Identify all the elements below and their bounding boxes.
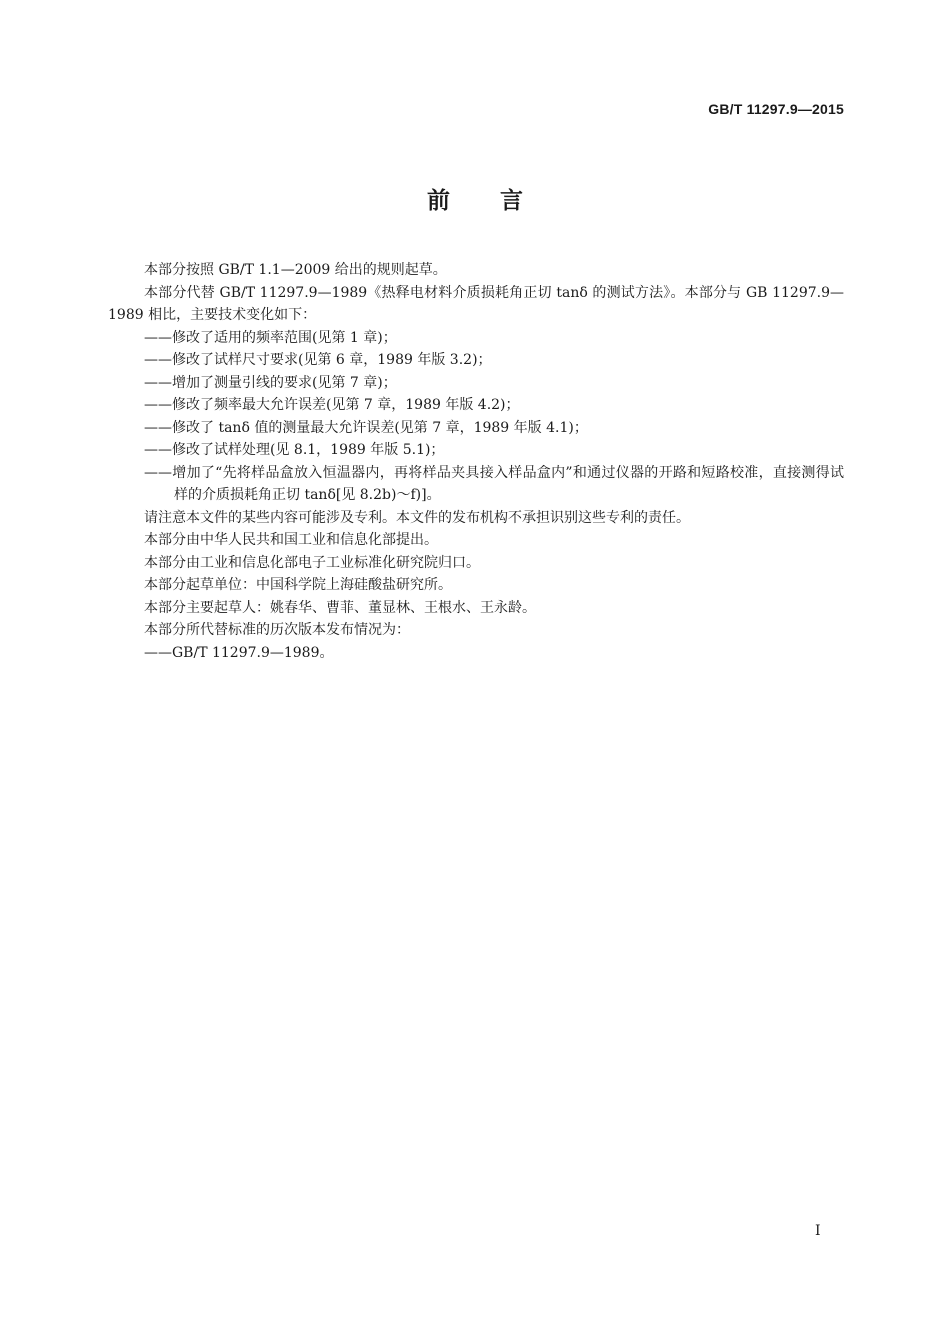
- page-title: 前言: [427, 188, 573, 214]
- paragraph: 本部分由中华人民共和国工业和信息化部提出。: [144, 532, 438, 548]
- list-item: ——修改了适用的频率范围(见第 1 章)；: [144, 329, 397, 346]
- list-item: ——修改了 tanδ 值的测量最大允许误差(见第 7 章，1989 年版 4.1)；: [144, 419, 588, 436]
- list-item: ——GB/T 11297.9—1989。: [144, 644, 334, 661]
- list-item: ——修改了试样尺寸要求(见第 6 章，1989 年版 3.2)；: [144, 352, 492, 368]
- paragraph: 本部分由工业和信息化部电子工业标准化研究院归口。: [144, 554, 480, 571]
- paragraph: 本部分所代替标准的历次版本发布情况为：: [144, 622, 410, 638]
- list-item: ——修改了频率最大允许误差(见第 7 章，1989 年版 4.2)；: [144, 397, 520, 413]
- paragraph: 本部分主要起草人：姚春华、曹菲、董显林、王根水、王永龄。: [144, 599, 536, 616]
- paragraph: 本部分起草单位：中国科学院上海硅酸盐研究所。: [144, 577, 452, 593]
- page-number: I: [815, 1223, 821, 1239]
- list-item: ——增加了测量引线的要求(见第 7 章)；: [144, 374, 397, 391]
- paragraph: 本部分代替 GB/T 11297.9—1989《热释电材料介质损耗角正切 tanδ 的测试方法》。本部分与 GB 11297.9—1989 相比，主要技术变化如下：: [108, 284, 844, 323]
- list-item: ——增加了“先将样品盒放入恒温器内，再将样品夹具接入样品盒内”和通过仪器的开路和短路校准，直接测得试样的介质损耗角正切 tanδ[见 8.2b)～f)]。: [144, 464, 844, 503]
- standard-number: GB/T 11297.9—2015: [708, 101, 844, 117]
- paragraph: 本部分按照 GB/T 1.1—2009 给出的规则起草。: [144, 262, 447, 278]
- list-item: ——修改了试样处理(见 8.1，1989 年版 5.1)；: [144, 442, 445, 458]
- document-body: [108, 259, 844, 664]
- paragraph: 请注意本文件的某些内容可能涉及专利。本文件的发布机构不承担识别这些专利的责任。: [144, 509, 690, 526]
